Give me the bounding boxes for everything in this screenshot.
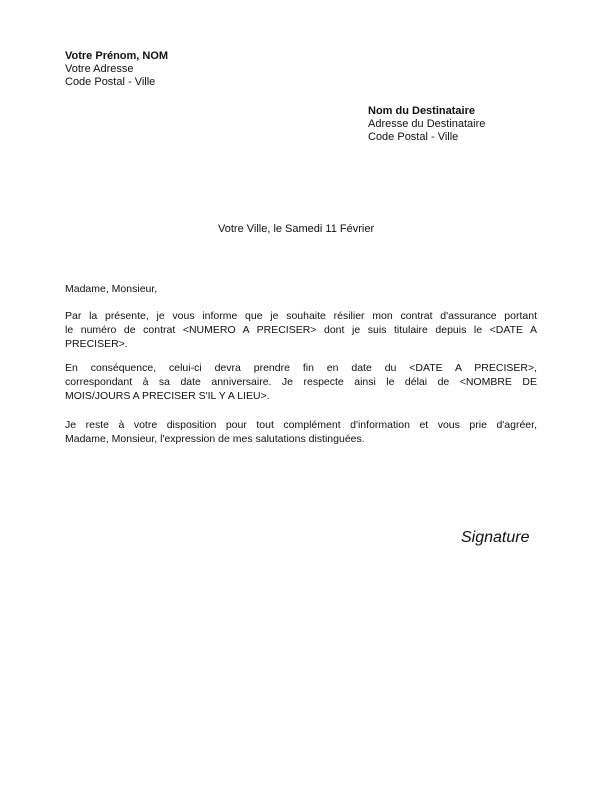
body-paragraph-2-line-1: En conséquence, celui-ci devra prendre fin en date du <DATE A PRECISER>,: [65, 362, 537, 374]
date-line: Votre Ville, le Samedi 11 Février: [218, 223, 375, 235]
body-paragraph-1-line-1: Par la présente, je vous informe que je souhaite résilier mon contrat d'assurance portant: [65, 310, 537, 322]
recipient-address-block: [368, 105, 485, 144]
sender-address-block: [65, 50, 168, 89]
signature-label: Signature: [461, 529, 530, 546]
sender-city: Code Postal - Ville: [65, 76, 156, 88]
body-paragraph-2-line-3: MOIS/JOURS A PRECISER S'IL Y A LIEU>.: [65, 390, 270, 402]
body-paragraph-2-line-2: correspondant à sa date anniversaire. Je respecte ainsi le délai de <NOMBRE DE: [65, 376, 537, 388]
body-paragraph-3-line-2: Madame, Monsieur, l'expression de mes salutations distinguées.: [65, 433, 365, 445]
recipient-address: Adresse du Destinataire: [368, 118, 486, 130]
body-paragraph-3: [65, 418, 537, 446]
body-paragraph-1: [65, 309, 537, 351]
sender-address: Votre Adresse: [65, 63, 134, 75]
body-paragraph-1-line-3: PRECISER>.: [65, 338, 128, 350]
body-paragraph-1-line-2: le numéro de contrat <NUMERO A PRECISER> dont je suis titulaire depuis le <DATE A: [65, 324, 537, 336]
salutation: Madame, Monsieur,: [65, 283, 158, 295]
body-paragraph-3-line-1: Je reste à votre disposition pour tout complément d'information et vous prie d'agréer,: [65, 419, 537, 431]
recipient-name: Nom du Destinataire: [368, 105, 475, 117]
recipient-city: Code Postal - Ville: [368, 131, 459, 143]
sender-name: Votre Prénom, NOM: [65, 50, 169, 62]
body-paragraph-2: [65, 361, 537, 403]
